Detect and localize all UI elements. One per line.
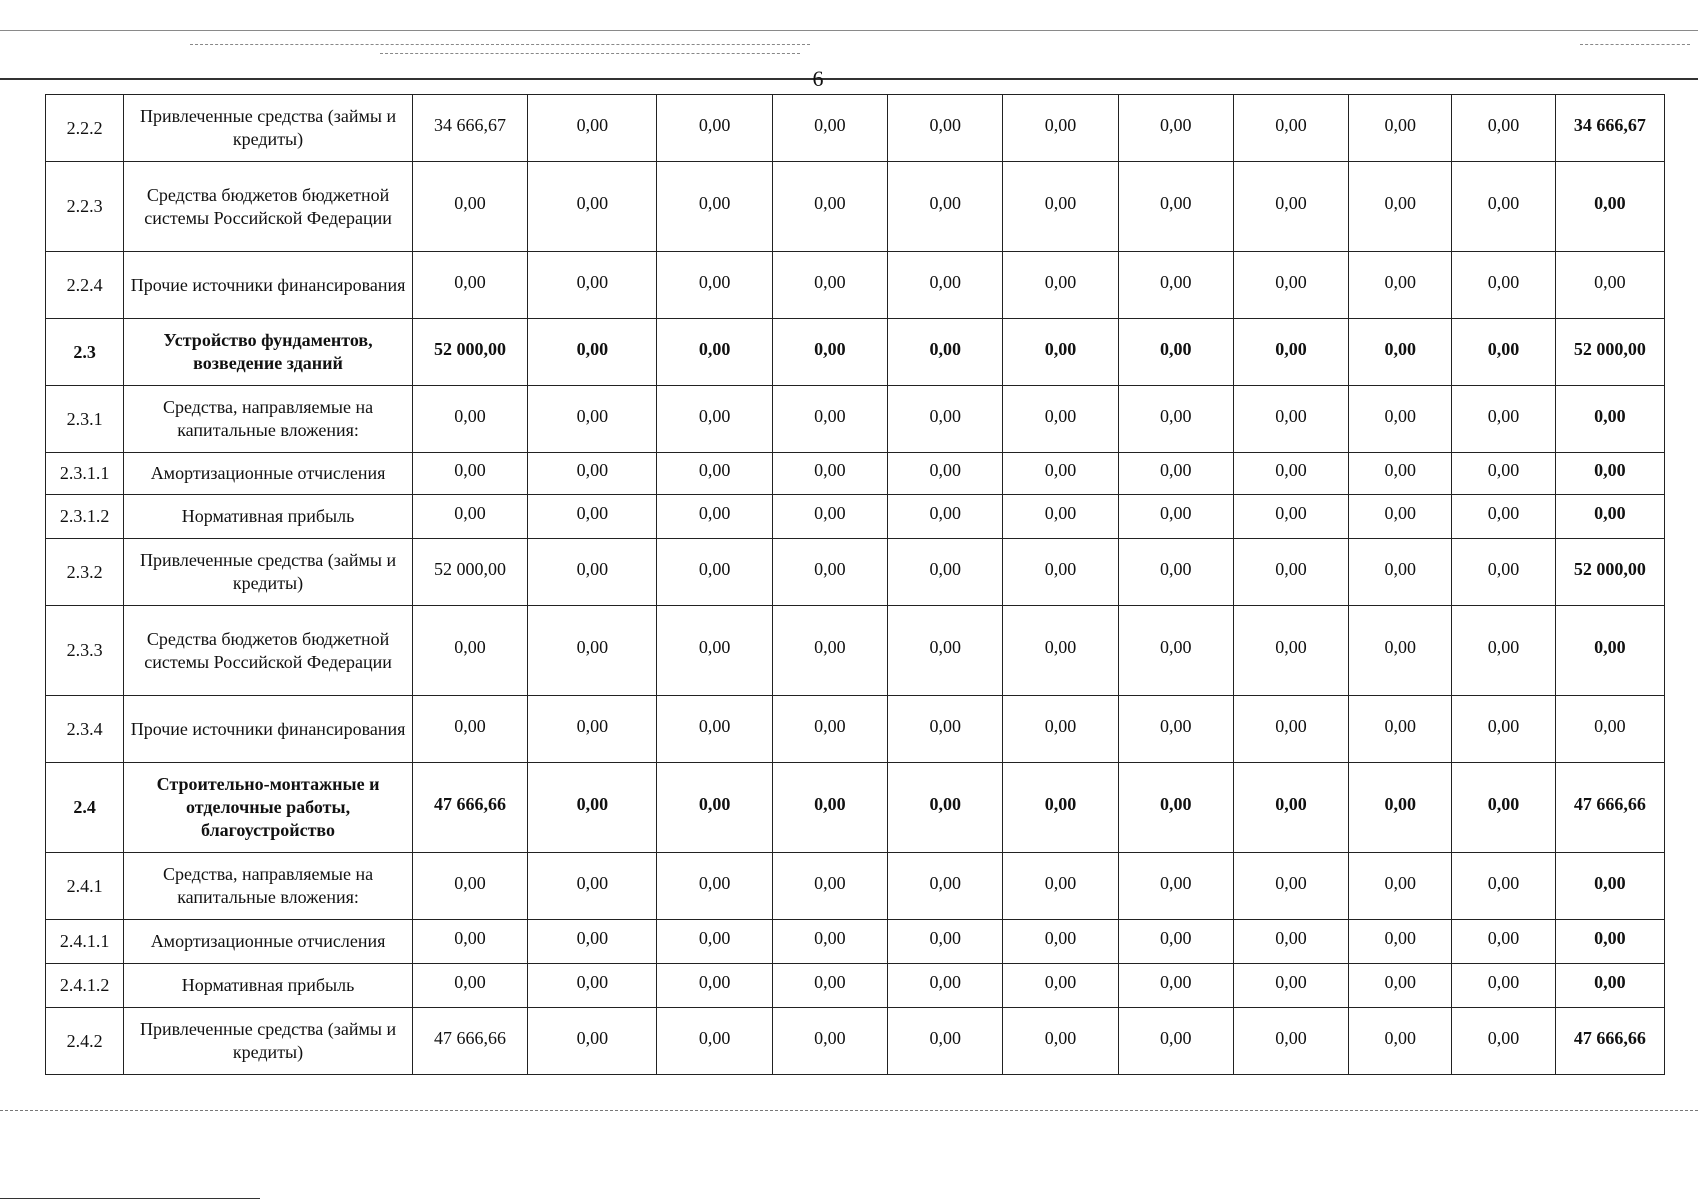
value-cell: 0,00 <box>528 763 657 853</box>
table-row <box>46 1008 1665 1075</box>
row-title: Средства бюджетов бюджетной системы Российской Федерации <box>124 606 413 696</box>
total-cell: 0,00 <box>1555 853 1664 920</box>
total-cell: 0,00 <box>1555 696 1664 763</box>
row-title: Средства, направляемые на капитальные вложения: <box>124 853 413 920</box>
value-cell: 0,00 <box>412 252 527 319</box>
value-cell: 0,00 <box>1233 495 1348 539</box>
value-cell: 0,00 <box>1349 162 1452 252</box>
row-title: Строительно-монтажные и отделочные работы, благоустройство <box>124 763 413 853</box>
value-cell: 0,00 <box>1349 453 1452 495</box>
value-cell: 0,00 <box>772 539 887 606</box>
value-cell: 0,00 <box>412 162 527 252</box>
value-cell: 0,00 <box>412 920 527 964</box>
value-cell: 0,00 <box>1003 853 1118 920</box>
value-cell: 0,00 <box>772 386 887 453</box>
row-title: Устройство фундаментов, возведение зданий <box>124 319 413 386</box>
value-cell: 0,00 <box>888 606 1003 696</box>
table-row <box>46 252 1665 319</box>
total-cell: 0,00 <box>1555 606 1664 696</box>
total-cell: 52 000,00 <box>1555 319 1664 386</box>
row-title: Привлеченные средства (займы и кредиты) <box>124 1008 413 1075</box>
value-cell: 0,00 <box>1118 495 1233 539</box>
value-cell: 0,00 <box>1452 763 1555 853</box>
row-code: 2.2.4 <box>46 252 124 319</box>
value-cell: 0,00 <box>772 763 887 853</box>
value-cell: 0,00 <box>657 763 772 853</box>
row-title: Нормативная прибыль <box>124 964 413 1008</box>
value-cell: 0,00 <box>657 95 772 162</box>
value-cell: 0,00 <box>1003 539 1118 606</box>
value-cell: 0,00 <box>1349 763 1452 853</box>
value-cell: 0,00 <box>528 162 657 252</box>
value-cell: 0,00 <box>412 386 527 453</box>
value-cell: 0,00 <box>1233 964 1348 1008</box>
value-cell: 0,00 <box>657 252 772 319</box>
value-cell: 0,00 <box>1233 453 1348 495</box>
value-cell: 0,00 <box>1233 696 1348 763</box>
value-cell: 0,00 <box>1452 920 1555 964</box>
value-cell: 0,00 <box>657 386 772 453</box>
table-row <box>46 495 1665 539</box>
value-cell: 0,00 <box>1452 252 1555 319</box>
value-cell: 0,00 <box>888 495 1003 539</box>
value-cell: 0,00 <box>888 95 1003 162</box>
row-code: 2.4.1.2 <box>46 964 124 1008</box>
value-cell: 0,00 <box>1003 162 1118 252</box>
total-cell: 0,00 <box>1555 386 1664 453</box>
value-cell: 0,00 <box>1349 319 1452 386</box>
value-cell: 0,00 <box>657 606 772 696</box>
value-cell: 0,00 <box>1003 1008 1118 1075</box>
value-cell: 0,00 <box>412 696 527 763</box>
value-cell: 0,00 <box>1118 252 1233 319</box>
value-cell: 0,00 <box>1233 386 1348 453</box>
total-cell: 0,00 <box>1555 252 1664 319</box>
value-cell: 0,00 <box>772 319 887 386</box>
row-code: 2.4.1.1 <box>46 920 124 964</box>
value-cell: 0,00 <box>1118 1008 1233 1075</box>
table-row <box>46 920 1665 964</box>
value-cell: 0,00 <box>1349 1008 1452 1075</box>
value-cell: 0,00 <box>528 853 657 920</box>
table-row <box>46 763 1665 853</box>
row-code: 2.3.4 <box>46 696 124 763</box>
table-row <box>46 319 1665 386</box>
value-cell: 0,00 <box>1349 964 1452 1008</box>
value-cell: 47 666,66 <box>412 1008 527 1075</box>
total-cell: 47 666,66 <box>1555 763 1664 853</box>
value-cell: 0,00 <box>1452 162 1555 252</box>
value-cell: 52 000,00 <box>412 539 527 606</box>
value-cell: 0,00 <box>412 495 527 539</box>
table-body <box>46 95 1665 1075</box>
value-cell: 0,00 <box>528 696 657 763</box>
value-cell: 0,00 <box>1003 319 1118 386</box>
page-bottom-rule <box>0 1110 1698 1111</box>
row-code: 2.3.2 <box>46 539 124 606</box>
value-cell: 0,00 <box>1003 920 1118 964</box>
value-cell: 0,00 <box>1118 386 1233 453</box>
value-cell: 0,00 <box>888 1008 1003 1075</box>
value-cell: 0,00 <box>1452 853 1555 920</box>
value-cell: 0,00 <box>772 964 887 1008</box>
row-title: Привлеченные средства (займы и кредиты) <box>124 539 413 606</box>
value-cell: 0,00 <box>1452 95 1555 162</box>
scan-noise <box>1580 44 1690 45</box>
value-cell: 0,00 <box>1349 853 1452 920</box>
value-cell: 0,00 <box>412 853 527 920</box>
value-cell: 0,00 <box>888 696 1003 763</box>
value-cell: 0,00 <box>772 162 887 252</box>
value-cell: 0,00 <box>1233 1008 1348 1075</box>
footnote-rule <box>0 1198 260 1199</box>
value-cell: 0,00 <box>1233 319 1348 386</box>
value-cell: 0,00 <box>1452 1008 1555 1075</box>
row-code: 2.4 <box>46 763 124 853</box>
value-cell: 0,00 <box>1452 319 1555 386</box>
row-title: Средства, направляемые на капитальные вложения: <box>124 386 413 453</box>
value-cell: 0,00 <box>1003 453 1118 495</box>
value-cell: 0,00 <box>657 964 772 1008</box>
value-cell: 34 666,67 <box>412 95 527 162</box>
total-cell: 0,00 <box>1555 920 1664 964</box>
value-cell: 0,00 <box>888 853 1003 920</box>
value-cell: 0,00 <box>1233 162 1348 252</box>
value-cell: 0,00 <box>528 920 657 964</box>
value-cell: 0,00 <box>888 252 1003 319</box>
value-cell: 0,00 <box>772 696 887 763</box>
value-cell: 0,00 <box>1003 386 1118 453</box>
scan-noise <box>380 53 800 54</box>
value-cell: 52 000,00 <box>412 319 527 386</box>
value-cell: 0,00 <box>1452 606 1555 696</box>
value-cell: 0,00 <box>528 495 657 539</box>
value-cell: 0,00 <box>657 319 772 386</box>
row-code: 2.2.2 <box>46 95 124 162</box>
value-cell: 0,00 <box>1118 539 1233 606</box>
value-cell: 0,00 <box>772 252 887 319</box>
value-cell: 0,00 <box>1349 252 1452 319</box>
value-cell: 0,00 <box>1003 606 1118 696</box>
value-cell: 0,00 <box>657 453 772 495</box>
page-number: 6 <box>812 66 824 91</box>
value-cell: 0,00 <box>1233 606 1348 696</box>
row-code: 2.3.3 <box>46 606 124 696</box>
row-title: Средства бюджетов бюджетной системы Российской Федерации <box>124 162 413 252</box>
value-cell: 0,00 <box>888 162 1003 252</box>
table-row <box>46 696 1665 763</box>
value-cell: 0,00 <box>1118 319 1233 386</box>
value-cell: 0,00 <box>1233 920 1348 964</box>
table-row <box>46 386 1665 453</box>
value-cell: 0,00 <box>1233 853 1348 920</box>
value-cell: 0,00 <box>1003 763 1118 853</box>
value-cell: 0,00 <box>657 162 772 252</box>
row-code: 2.3.1.2 <box>46 495 124 539</box>
value-cell: 0,00 <box>657 696 772 763</box>
value-cell: 0,00 <box>1452 495 1555 539</box>
table-row <box>46 539 1665 606</box>
row-title: Прочие источники финансирования <box>124 696 413 763</box>
value-cell: 0,00 <box>528 453 657 495</box>
row-title: Амортизационные отчисления <box>124 453 413 495</box>
value-cell: 0,00 <box>888 319 1003 386</box>
value-cell: 0,00 <box>1349 386 1452 453</box>
row-code: 2.3.1 <box>46 386 124 453</box>
value-cell: 0,00 <box>1118 696 1233 763</box>
value-cell: 0,00 <box>888 453 1003 495</box>
header-rule-thin <box>0 30 1698 31</box>
value-cell: 0,00 <box>657 920 772 964</box>
total-cell: 52 000,00 <box>1555 539 1664 606</box>
value-cell: 0,00 <box>772 606 887 696</box>
value-cell: 0,00 <box>1452 386 1555 453</box>
value-cell: 0,00 <box>1233 763 1348 853</box>
table-row <box>46 606 1665 696</box>
value-cell: 0,00 <box>772 853 887 920</box>
value-cell: 0,00 <box>412 606 527 696</box>
value-cell: 0,00 <box>657 1008 772 1075</box>
value-cell: 0,00 <box>1118 606 1233 696</box>
financing-table <box>45 94 1665 1075</box>
value-cell: 47 666,66 <box>412 763 527 853</box>
value-cell: 0,00 <box>657 539 772 606</box>
value-cell: 0,00 <box>1452 964 1555 1008</box>
table-row <box>46 453 1665 495</box>
value-cell: 0,00 <box>657 495 772 539</box>
value-cell: 0,00 <box>412 453 527 495</box>
total-cell: 47 666,66 <box>1555 1008 1664 1075</box>
row-title: Привлеченные средства (займы и кредиты) <box>124 95 413 162</box>
value-cell: 0,00 <box>1349 95 1452 162</box>
value-cell: 0,00 <box>772 1008 887 1075</box>
value-cell: 0,00 <box>1003 696 1118 763</box>
value-cell: 0,00 <box>528 319 657 386</box>
table-row <box>46 853 1665 920</box>
value-cell: 0,00 <box>1118 95 1233 162</box>
row-code: 2.3 <box>46 319 124 386</box>
value-cell: 0,00 <box>1118 964 1233 1008</box>
value-cell: 0,00 <box>528 386 657 453</box>
value-cell: 0,00 <box>412 964 527 1008</box>
value-cell: 0,00 <box>1003 95 1118 162</box>
value-cell: 0,00 <box>1349 495 1452 539</box>
value-cell: 0,00 <box>1349 920 1452 964</box>
value-cell: 0,00 <box>1452 453 1555 495</box>
table-row <box>46 162 1665 252</box>
table-row <box>46 964 1665 1008</box>
header-rule <box>0 78 1698 80</box>
value-cell: 0,00 <box>772 495 887 539</box>
value-cell: 0,00 <box>1118 453 1233 495</box>
value-cell: 0,00 <box>1003 495 1118 539</box>
total-cell: 34 666,67 <box>1555 95 1664 162</box>
value-cell: 0,00 <box>1349 696 1452 763</box>
value-cell: 0,00 <box>657 853 772 920</box>
value-cell: 0,00 <box>772 453 887 495</box>
total-cell: 0,00 <box>1555 453 1664 495</box>
value-cell: 0,00 <box>1118 763 1233 853</box>
row-code: 2.3.1.1 <box>46 453 124 495</box>
value-cell: 0,00 <box>888 763 1003 853</box>
value-cell: 0,00 <box>772 920 887 964</box>
value-cell: 0,00 <box>1118 920 1233 964</box>
value-cell: 0,00 <box>888 539 1003 606</box>
total-cell: 0,00 <box>1555 964 1664 1008</box>
value-cell: 0,00 <box>528 606 657 696</box>
row-title: Прочие источники финансирования <box>124 252 413 319</box>
value-cell: 0,00 <box>1233 252 1348 319</box>
total-cell: 0,00 <box>1555 162 1664 252</box>
value-cell: 0,00 <box>1118 162 1233 252</box>
scan-noise <box>190 44 810 45</box>
value-cell: 0,00 <box>1233 95 1348 162</box>
value-cell: 0,00 <box>772 95 887 162</box>
row-code: 2.2.3 <box>46 162 124 252</box>
value-cell: 0,00 <box>1233 539 1348 606</box>
value-cell: 0,00 <box>1003 252 1118 319</box>
row-title: Амортизационные отчисления <box>124 920 413 964</box>
value-cell: 0,00 <box>1452 539 1555 606</box>
value-cell: 0,00 <box>528 252 657 319</box>
table-row <box>46 95 1665 162</box>
value-cell: 0,00 <box>1452 696 1555 763</box>
row-title: Нормативная прибыль <box>124 495 413 539</box>
value-cell: 0,00 <box>528 1008 657 1075</box>
row-code: 2.4.2 <box>46 1008 124 1075</box>
value-cell: 0,00 <box>1349 606 1452 696</box>
value-cell: 0,00 <box>1003 964 1118 1008</box>
value-cell: 0,00 <box>1349 539 1452 606</box>
row-code: 2.4.1 <box>46 853 124 920</box>
value-cell: 0,00 <box>888 920 1003 964</box>
value-cell: 0,00 <box>1118 853 1233 920</box>
value-cell: 0,00 <box>528 95 657 162</box>
value-cell: 0,00 <box>528 539 657 606</box>
value-cell: 0,00 <box>528 964 657 1008</box>
total-cell: 0,00 <box>1555 495 1664 539</box>
value-cell: 0,00 <box>888 386 1003 453</box>
value-cell: 0,00 <box>888 964 1003 1008</box>
